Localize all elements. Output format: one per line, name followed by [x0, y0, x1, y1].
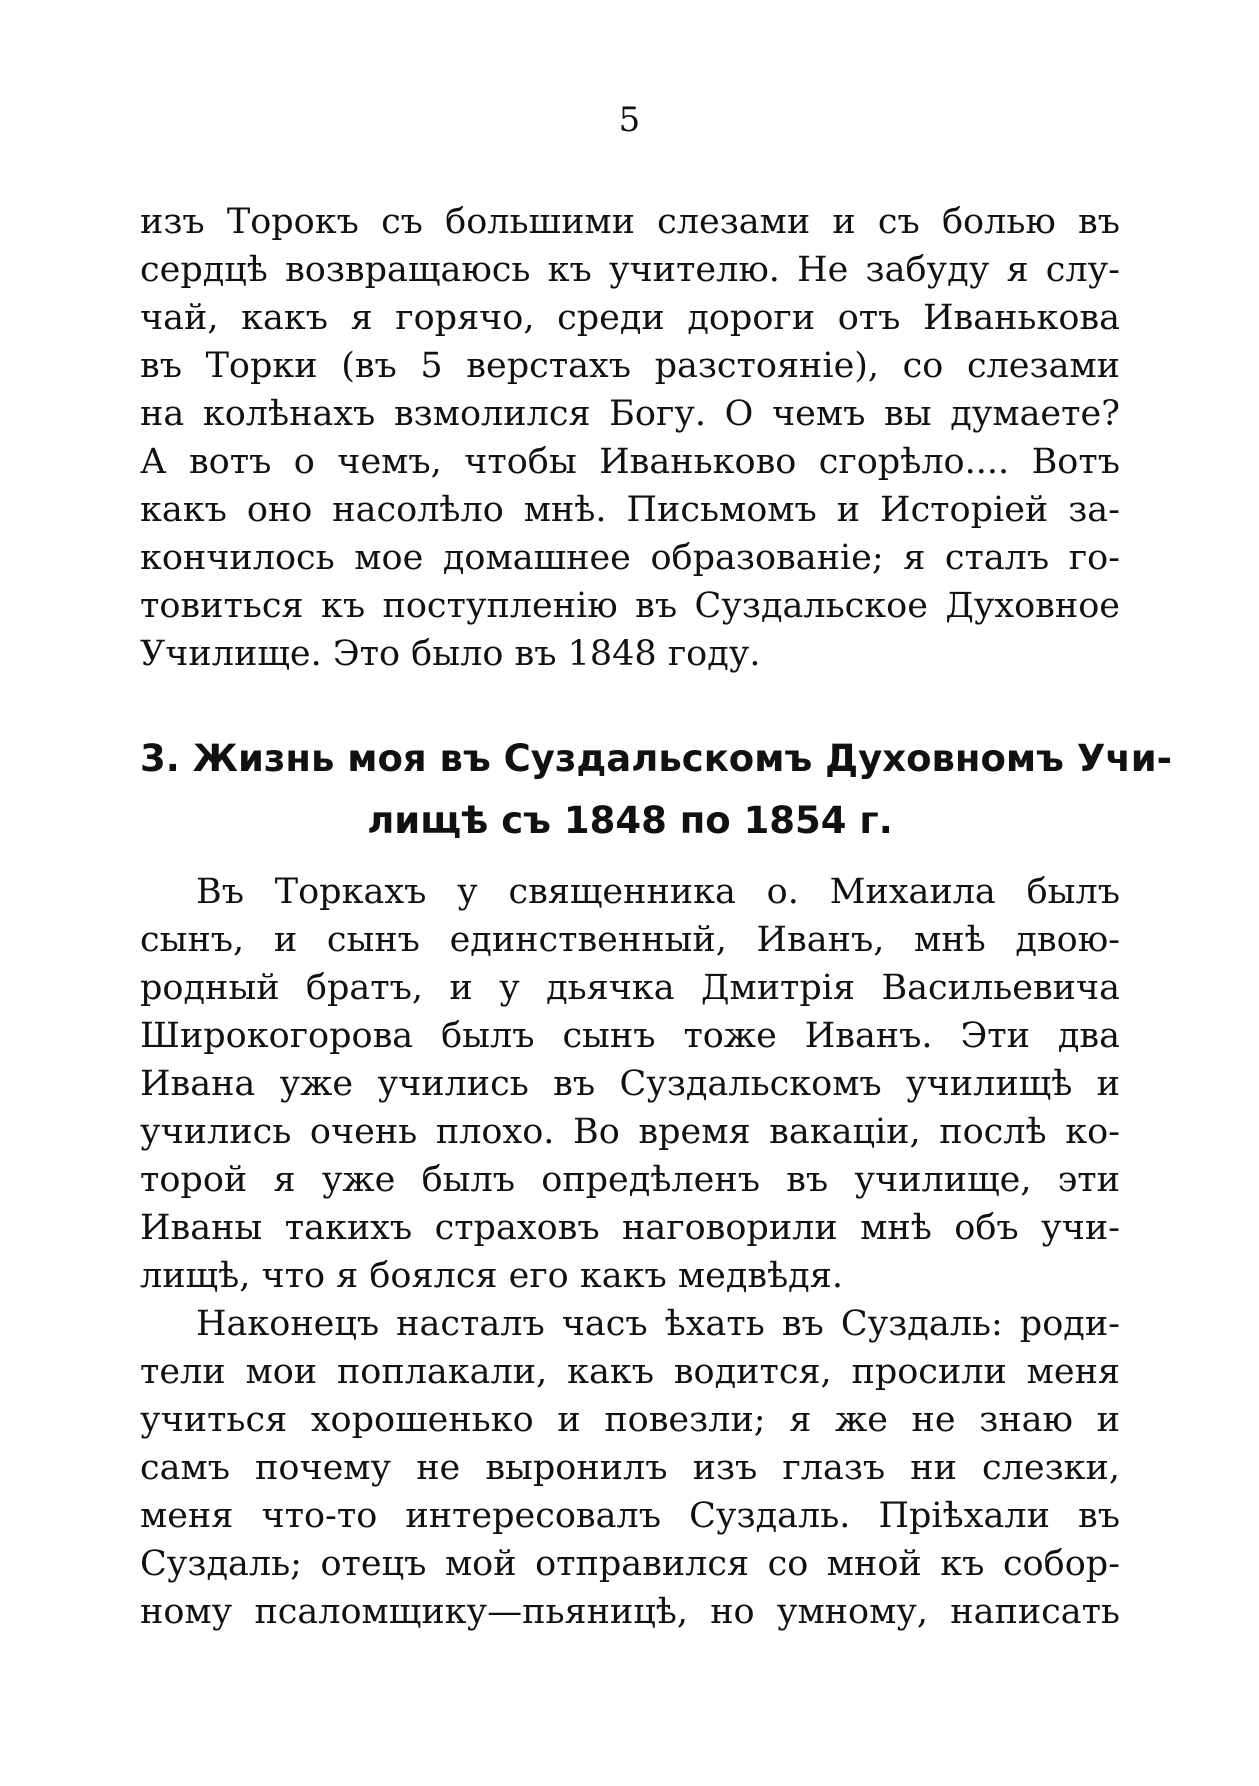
text-line: въ Торки (въ 5 верстахъ разстояніе), со слезами	[140, 346, 1120, 386]
text-line: Суздаль; отецъ мой отправился со мной къ собор-	[140, 1544, 1120, 1584]
paragraph-1	[140, 198, 1120, 678]
text-line: какъ оно насолѣло мнѣ. Письмомъ и Исторіей за-	[140, 490, 1120, 530]
text-line: чай, какъ я горячо, среди дороги отъ Иванькова	[140, 298, 1120, 338]
text-line: товиться къ поступленію въ Суздальское Духовное	[140, 586, 1120, 626]
text-line: А вотъ о чемъ, чтобы Иванькoво сгорѣло.... Вотъ	[140, 442, 1120, 482]
paragraph-2	[140, 868, 1120, 1636]
heading-line: 3. Жизнь моя въ Суздальскомъ Духовномъ Учи-	[140, 737, 1173, 780]
text-line: учились очень плохо. Во время вакаціи, послѣ ко-	[140, 1112, 1120, 1152]
text-line: изъ Торокъ съ большими слезами и съ болью въ	[140, 202, 1120, 242]
text-line: меня что-то интересовалъ Суздаль. Пріѣхали въ	[140, 1496, 1120, 1536]
text-line: Училище. Это было въ 1848 году.	[140, 634, 761, 674]
heading-line: лищѣ съ 1848 по 1854 г.	[367, 799, 893, 842]
text-line: кончилось мое домашнее образованіе; я сталъ го-	[140, 538, 1120, 578]
text-line: сердцѣ возвращаюсь къ учителю. Не забуду я слу-	[140, 250, 1120, 290]
text-line: тели мои поплакали, какъ водится, просили меня	[140, 1352, 1120, 1392]
chapter-heading	[140, 728, 1173, 852]
text-line: самъ почему не выронилъ изъ глазъ ни слезки,	[140, 1448, 1120, 1488]
text-line: родный братъ, и у дьячка Дмитрія Васильевича	[140, 968, 1120, 1008]
text-line: Иваны такихъ страховъ наговорили мнѣ объ учи-	[140, 1208, 1120, 1248]
page-number: 5	[618, 100, 641, 140]
text-line: учиться хорошенько и повезли; я же не знаю и	[140, 1400, 1120, 1440]
text-line: сынъ, и сынъ единственный, Иванъ, мнѣ двою-	[140, 920, 1120, 960]
text-line: Наконецъ насталъ часъ ѣхать въ Суздаль: роди-	[196, 1304, 1120, 1344]
text-line: Широкогорова былъ сынъ тоже Иванъ. Эти два	[140, 1016, 1120, 1056]
text-line: Ивана уже учились въ Суздальскомъ училищѣ и	[140, 1064, 1120, 1104]
text-line: торой я уже былъ опредѣленъ въ училище, эти	[140, 1160, 1120, 1200]
text-line: ному псаломщику—пьяницѣ, но умному, написать	[140, 1592, 1120, 1632]
text-line: Въ Торкахъ у священника о. Михаила былъ	[196, 872, 1120, 912]
text-line: лищѣ, что я боялся его какъ медвѣдя.	[140, 1256, 843, 1296]
text-line: на колѣнахъ взмолился Богу. О чемъ вы думаете?	[140, 394, 1120, 434]
